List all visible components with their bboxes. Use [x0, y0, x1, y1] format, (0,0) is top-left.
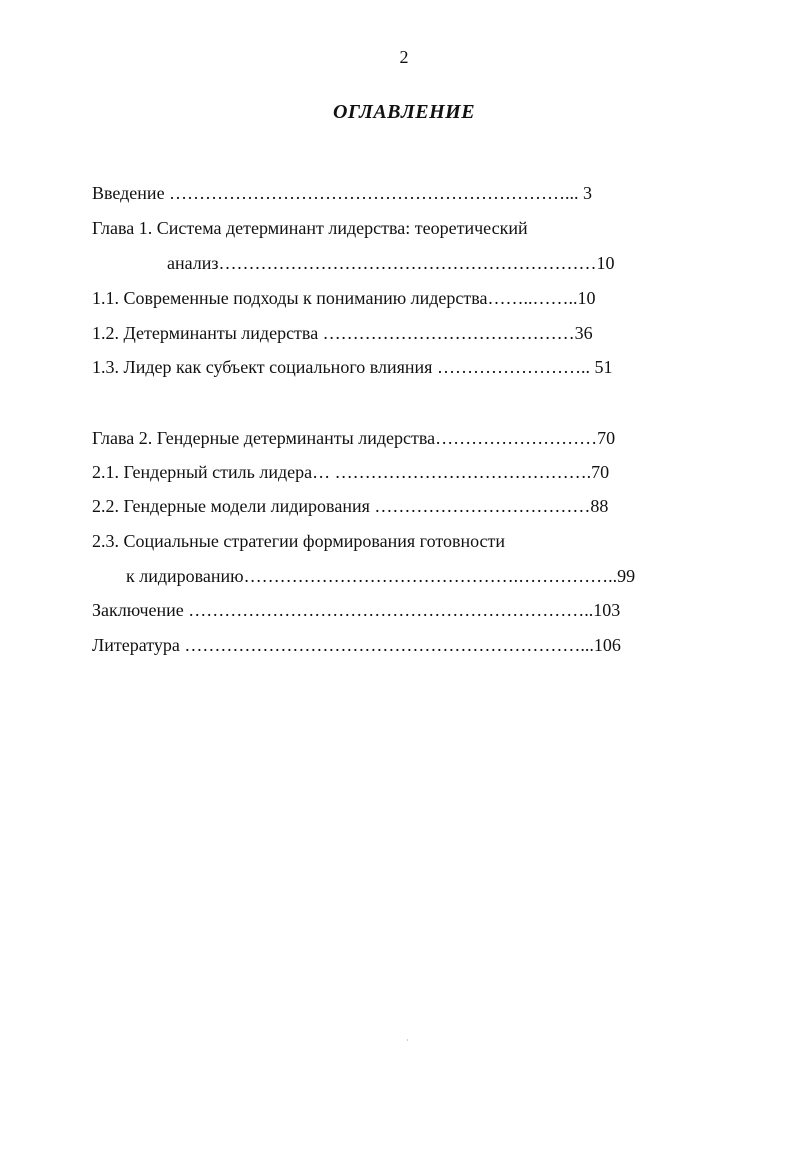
toc-entry-chapter-1-continued: анализ………………………………………………………10: [167, 253, 615, 273]
toc-entry-chapter-1: Глава 1. Система детерминант лидерства: теоретический: [92, 218, 528, 238]
toc-entry-section-1-1: 1.1. Современные подходы к пониманию лидерства……..……..10: [92, 288, 596, 308]
toc-entry-section-1-3: 1.3. Лидер как субъект социального влияния …………………….. 51: [92, 357, 613, 377]
page-title: ОГЛАВЛЕНИЕ: [332, 101, 476, 123]
toc-entry-section-2-3: 2.3. Социальные стратегии формирования готовности: [92, 531, 506, 551]
toc-entry-chapter-2: Глава 2. Гендерные детерминанты лидерства………………………70: [92, 428, 616, 448]
toc-entry-conclusion: Заключение …………………………………………………………..103: [92, 600, 621, 620]
page-number: 2: [399, 47, 409, 67]
toc-entry-section-1-2: 1.2. Детерминанты лидерства ……………………………………36: [92, 323, 593, 343]
scan-dot: ·: [406, 1036, 409, 1045]
toc-entry-literature: Литература …………………………………………………………...106: [92, 635, 621, 655]
toc-entry-section-2-2: 2.2. Гендерные модели лидирования ………………………………88: [92, 496, 609, 516]
toc-entry-section-2-3-continued: к лидированию……………………………………….……………..99: [126, 566, 636, 586]
toc-entry-intro: Введение …………………………………………………………... 3: [92, 183, 593, 203]
toc-entry-section-2-1: 2.1. Гендерный стиль лидера… …………………………………….70: [92, 462, 610, 482]
